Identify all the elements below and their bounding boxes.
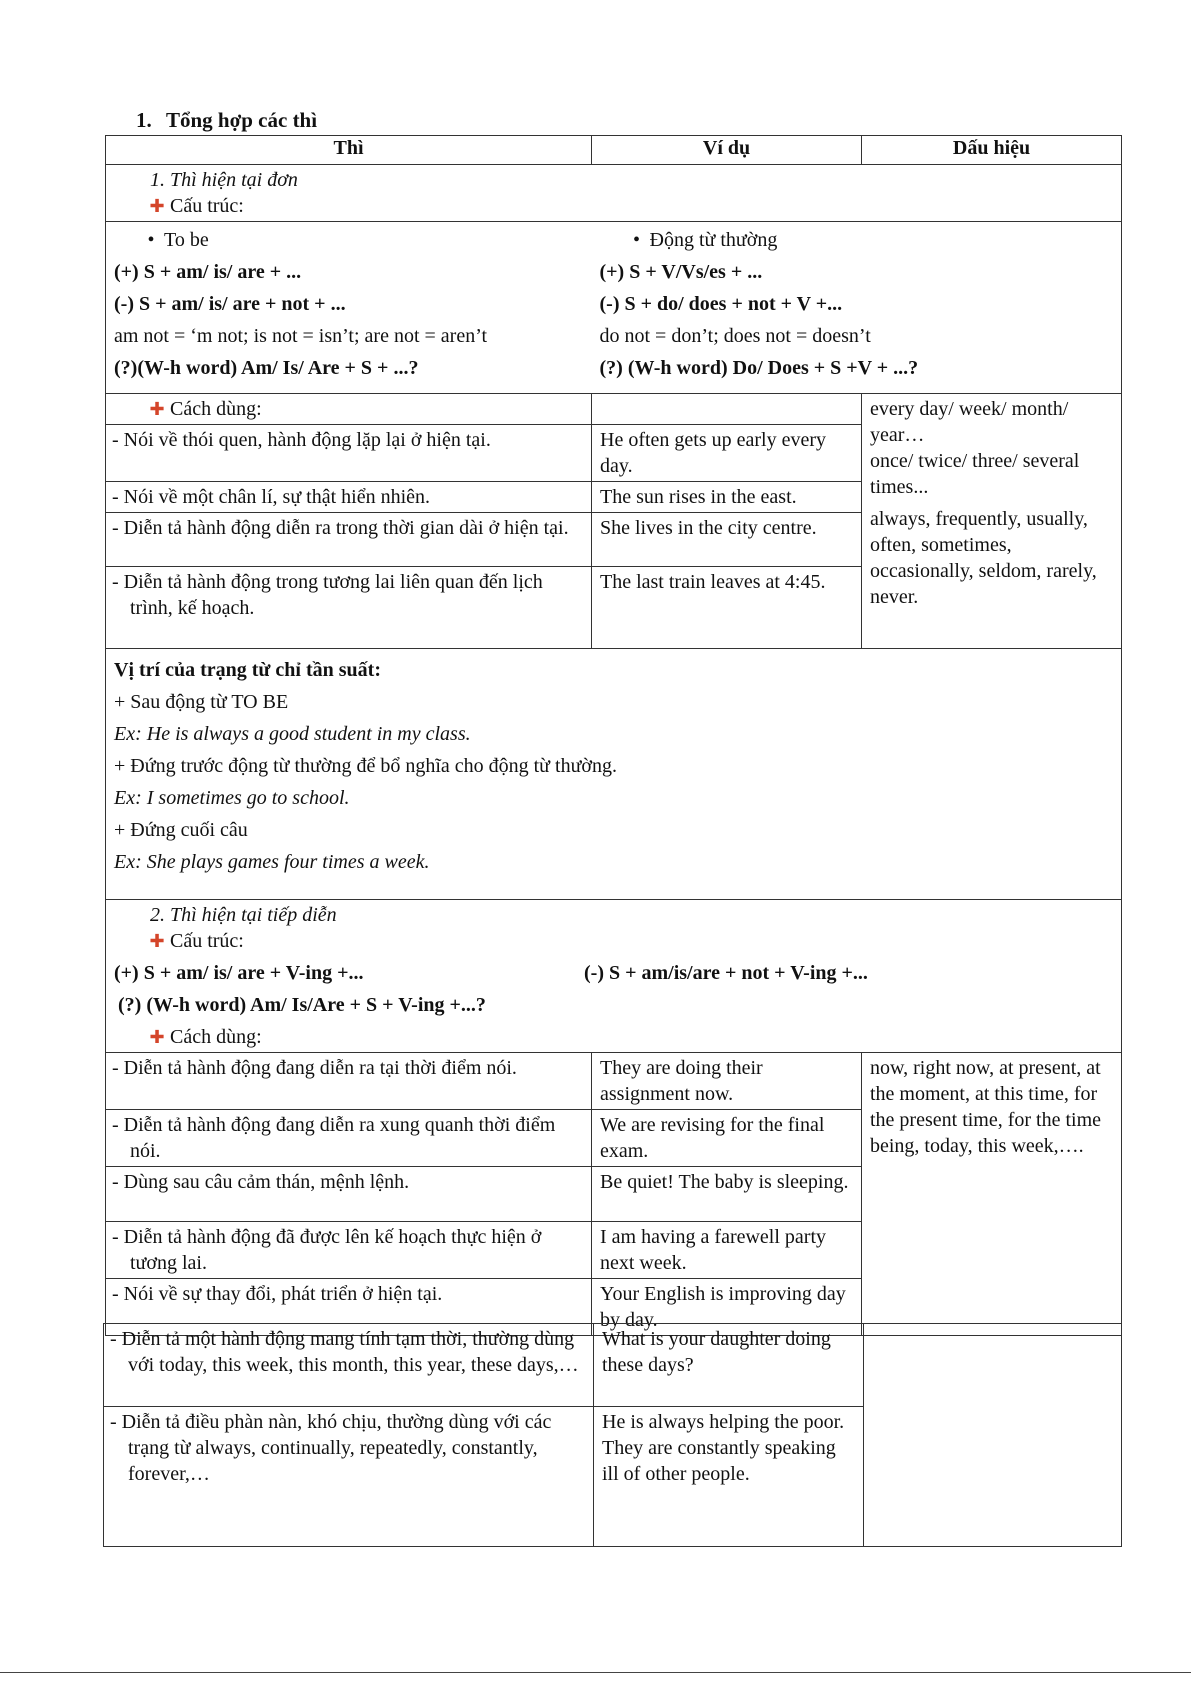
continuous-positive: (+) S + am/ is/ are + V-ing +...: [114, 962, 364, 984]
regular-question: (?) (W-h word) Do/ Does + S +V + ...?: [599, 357, 919, 379]
page-footer-rule: [0, 1672, 1191, 1673]
section-number: 1.: [136, 108, 152, 132]
present-simple-signs: every day/ week/ month/ year… once/ twice/ three/ several times... always, frequently, usually, often, sometimes, occasionally, seldom, rarely, never.: [862, 394, 1122, 649]
table-row: - Diễn tả hành động trong tương lai liên quan đến lịch trình, kế hoạch. The last train leaves at 4:45.: [106, 567, 1122, 649]
regular-positive: (+) S + V/Vs/es + ...: [599, 261, 763, 283]
header-row: [106, 136, 1122, 165]
tobe-contractions: am not = ‘m not; is not = isn’t; are not = aren’t: [114, 325, 488, 347]
structure-label: Cấu trúc:: [170, 195, 244, 217]
regular-negative: (-) S + do/ does + not + V +...: [599, 293, 843, 315]
tobe-label: To be: [164, 229, 209, 251]
header-example: Ví dụ: [592, 136, 862, 165]
table-row: - Dùng sau câu cảm thán, mệnh lệnh. Be quiet! The baby is sleeping.: [106, 1167, 1122, 1222]
empty-signs-cell: [864, 1324, 1122, 1547]
table-row: - Nói về thói quen, hành động lặp lại ở hiện tại. He often gets up early every day.: [106, 425, 1122, 482]
arrow-bullet-icon: [144, 396, 170, 422]
regular-contractions: do not = don’t; does not = doesn’t: [599, 325, 871, 347]
section-title: Tổng hợp các thì: [166, 108, 318, 132]
present-simple-usage-label-row: [106, 394, 1122, 425]
table-row: - Diễn tả một hành động mang tính tạm thời, thường dùng với today, this week, this month, this year, these days,… What is your daughter doing these days?: [104, 1324, 1122, 1407]
tenses-table-continued: [103, 1323, 1122, 1547]
adverb-position-title: Vị trí của trạng từ chỉ tần suất:: [114, 659, 381, 681]
arrow-bullet-icon: [144, 193, 170, 219]
continuous-negative: (-) S + am/is/are + not + V-ing +...: [584, 962, 868, 984]
usage-label: Cách dùng:: [170, 398, 262, 420]
bullet-icon: •: [147, 229, 155, 251]
header-tense: Thì: [106, 136, 592, 165]
header-signs: Dấu hiệu: [862, 136, 1122, 165]
arrow-bullet-icon: [144, 928, 170, 954]
table-row: - Diễn tả điều phàn nàn, khó chịu, thường dùng với các trạng từ always, continually, repeatedly, constantly, forever,… He is always helping the poor. They are constantly speaking ill of other people.: [104, 1407, 1122, 1547]
present-simple-structure-row: [106, 222, 1122, 394]
present-simple-title-row: [106, 165, 1122, 222]
section-heading: [136, 108, 317, 133]
bullet-icon: •: [632, 229, 640, 251]
present-continuous-title: 2. Thì hiện tại tiếp diễn: [150, 904, 337, 926]
tobe-positive: (+) S + am/ is/ are + ...: [114, 261, 302, 283]
regular-label: Động từ thường: [649, 229, 778, 251]
adverb-position-row: Vị trí của trạng từ chỉ tần suất: + Sau động từ TO BE Ex: He is always a good student in my class. + Đứng trước động từ thường để bổ nghĩa cho động từ thường. Ex: I sometimes go to school. + Đứng cuối câu Ex: She plays games four times a week.: [106, 649, 1122, 900]
present-continuous-structure-row: 2. Thì hiện tại tiếp diễn ✚Cấu trúc: (+) S + am/ is/ are + V-ing +... (-) S + am/is/are + not + V-ing +... (?) (W-h word) Am/ Is/Are + S + V-ing +...? ✚Cách dùng:: [106, 900, 1122, 1053]
table-row: - Diễn tả hành động đang diễn ra tại thời điểm nói. They are doing their assignment now. now, right now, at present, at the moment, at this time, for the present time, for the time being, today, this week,….: [106, 1053, 1122, 1110]
present-continuous-signs: now, right now, at present, at the moment, at this time, for the present time, for the time being, today, this week,….: [862, 1053, 1122, 1336]
table-row: - Diễn tả hành động đã được lên kế hoạch thực hiện ở tương lai. I am having a farewell party next week.: [106, 1222, 1122, 1279]
table-row: - Diễn tả hành động diễn ra trong thời gian dài ở hiện tại. She lives in the city centre.: [106, 513, 1122, 567]
present-simple-title: 1. Thì hiện tại đơn: [150, 169, 298, 191]
tobe-question: (?)(W-h word) Am/ Is/ Are + S + ...?: [114, 357, 419, 379]
table-row: - Nói về một chân lí, sự thật hiển nhiên. The sun rises in the east.: [106, 482, 1122, 513]
arrow-bullet-icon: [144, 1024, 170, 1050]
tobe-negative: (-) S + am/ is/ are + not + ...: [114, 293, 346, 315]
continuous-question: (?) (W-h word) Am/ Is/Are + S + V-ing +...?: [118, 994, 486, 1016]
table-row: - Nói về sự thay đổi, phát triển ở hiện tại. Your English is improving day by day.: [106, 1279, 1122, 1336]
table-row: - Diễn tả hành động đang diễn ra xung quanh thời điểm nói. We are revising for the final exam.: [106, 1110, 1122, 1167]
tenses-table: [105, 135, 1122, 1336]
